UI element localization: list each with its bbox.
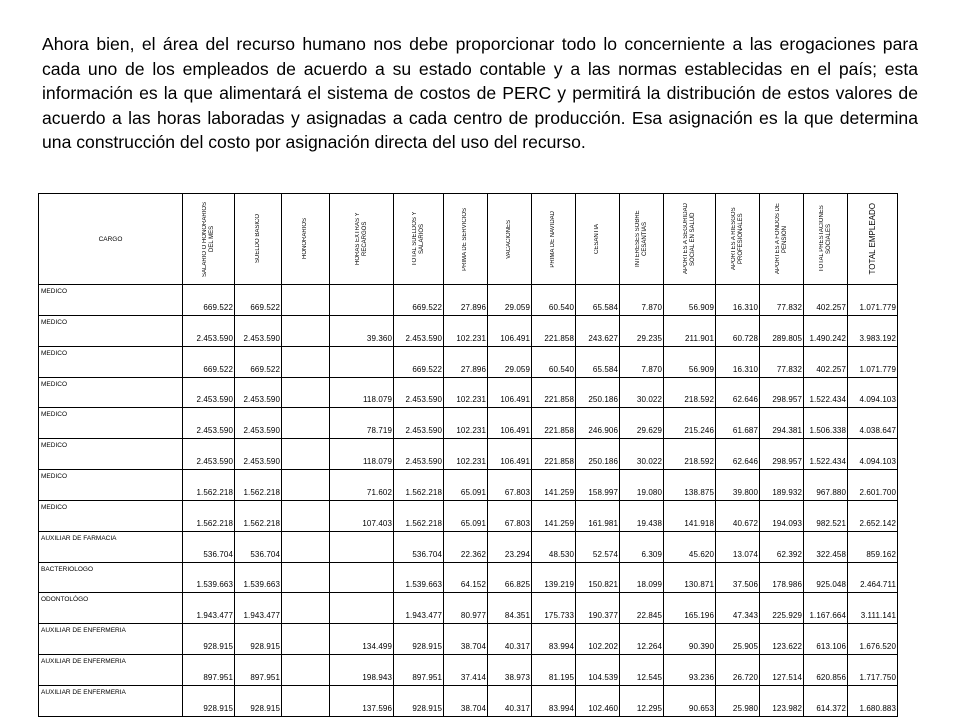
value-cell: 620.856 (804, 655, 848, 686)
value-cell: 83.994 (532, 685, 576, 716)
value-cell: 221.858 (532, 408, 576, 439)
table-row (39, 531, 898, 562)
value-cell: 2.453.590 (235, 439, 282, 470)
value-cell (282, 285, 330, 316)
cargo-cell: MEDICO (39, 470, 183, 501)
value-cell: 23.294 (488, 531, 532, 562)
value-cell: 1.562.218 (235, 470, 282, 501)
value-cell: 669.522 (394, 285, 444, 316)
value-cell: 141.259 (532, 470, 576, 501)
value-cell: 669.522 (183, 285, 235, 316)
column-header (488, 194, 532, 285)
value-cell: 1.539.663 (235, 562, 282, 593)
table-row (39, 315, 898, 346)
table-row (39, 285, 898, 316)
column-header (330, 194, 394, 285)
value-cell: 29.059 (488, 285, 532, 316)
value-cell: 18.099 (620, 562, 664, 593)
value-cell: 165.196 (664, 593, 716, 624)
value-cell: 61.687 (716, 408, 760, 439)
value-cell: 967.880 (804, 470, 848, 501)
column-header (235, 194, 282, 285)
value-cell: 669.522 (394, 346, 444, 377)
value-cell: 107.403 (330, 500, 394, 531)
value-cell: 25.905 (716, 624, 760, 655)
table-row (39, 500, 898, 531)
value-cell: 3.983.192 (848, 315, 898, 346)
value-cell: 1.717.750 (848, 655, 898, 686)
cargo-cell: MEDICO (39, 285, 183, 316)
value-cell (282, 655, 330, 686)
value-cell: 614.372 (804, 685, 848, 716)
table-row (39, 655, 898, 686)
value-cell: 62.646 (716, 439, 760, 470)
value-cell (282, 315, 330, 346)
value-cell: 218.592 (664, 439, 716, 470)
value-cell: 221.858 (532, 377, 576, 408)
value-cell: 250.186 (576, 377, 620, 408)
value-cell: 27.896 (444, 346, 488, 377)
column-header-label: TOTAL SUELDOS Y SALARIOS (411, 211, 425, 267)
value-cell (282, 685, 330, 716)
value-cell: 22.845 (620, 593, 664, 624)
value-cell: 2.453.590 (183, 377, 235, 408)
value-cell: 123.622 (760, 624, 804, 655)
value-cell (282, 593, 330, 624)
value-cell: 134.499 (330, 624, 394, 655)
cargo-cell: MEDICO (39, 500, 183, 531)
value-cell: 1.562.218 (183, 500, 235, 531)
value-cell: 65.584 (576, 285, 620, 316)
value-cell: 298.957 (760, 439, 804, 470)
value-cell: 40.672 (716, 500, 760, 531)
value-cell: 669.522 (235, 346, 282, 377)
value-cell: 198.943 (330, 655, 394, 686)
value-cell: 90.653 (664, 685, 716, 716)
value-cell: 102.231 (444, 439, 488, 470)
value-cell: 178.986 (760, 562, 804, 593)
value-cell: 39.360 (330, 315, 394, 346)
column-header-label: INTERESES SOBRE CESANTIAS (634, 210, 648, 268)
value-cell: 402.257 (804, 346, 848, 377)
value-cell: 243.627 (576, 315, 620, 346)
value-cell: 150.821 (576, 562, 620, 593)
column-header (716, 194, 760, 285)
cargo-cell: AUXILIAR DE ENFERMERIA (39, 624, 183, 655)
value-cell (282, 470, 330, 501)
value-cell: 158.997 (576, 470, 620, 501)
table-row (39, 562, 898, 593)
value-cell: 1.562.218 (394, 470, 444, 501)
column-header-label: HONORARIOS (302, 218, 308, 260)
value-cell: 2.453.590 (394, 408, 444, 439)
value-cell: 897.951 (394, 655, 444, 686)
value-cell: 40.317 (488, 685, 532, 716)
value-cell: 38.704 (444, 624, 488, 655)
value-cell: 102.231 (444, 315, 488, 346)
value-cell: 1.167.664 (804, 593, 848, 624)
column-header (848, 194, 898, 285)
value-cell: 30.022 (620, 377, 664, 408)
value-cell: 1.562.218 (183, 470, 235, 501)
employee-cost-table-container (38, 193, 898, 717)
column-header-label: TOTAL EMPLEADO (868, 203, 877, 275)
table-row (39, 346, 898, 377)
value-cell: 66.825 (488, 562, 532, 593)
value-cell: 859.162 (848, 531, 898, 562)
column-header (760, 194, 804, 285)
value-cell: 64.152 (444, 562, 488, 593)
value-cell: 84.351 (488, 593, 532, 624)
value-cell: 137.596 (330, 685, 394, 716)
value-cell: 93.236 (664, 655, 716, 686)
value-cell: 2.464.711 (848, 562, 898, 593)
cargo-cell: MEDICO (39, 346, 183, 377)
value-cell: 2.453.590 (394, 377, 444, 408)
cargo-cell: MEDICO (39, 439, 183, 470)
value-cell: 928.915 (183, 624, 235, 655)
column-header (620, 194, 664, 285)
value-cell: 56.909 (664, 346, 716, 377)
value-cell: 669.522 (183, 346, 235, 377)
cargo-cell: BACTERIOLOGO (39, 562, 183, 593)
value-cell: 2.453.590 (183, 408, 235, 439)
column-header-label: VACACIONES (506, 219, 512, 259)
value-cell: 536.704 (394, 531, 444, 562)
value-cell: 141.918 (664, 500, 716, 531)
value-cell: 102.460 (576, 685, 620, 716)
column-header-label: SALARIO O HONORARIOS DEL MES (201, 201, 215, 277)
value-cell: 925.048 (804, 562, 848, 593)
value-cell: 16.310 (716, 346, 760, 377)
value-cell: 19.438 (620, 500, 664, 531)
value-cell: 138.875 (664, 470, 716, 501)
value-cell: 56.909 (664, 285, 716, 316)
value-cell: 52.574 (576, 531, 620, 562)
value-cell: 536.704 (183, 531, 235, 562)
table-row (39, 685, 898, 716)
value-cell: 897.951 (235, 655, 282, 686)
cargo-cell: MEDICO (39, 315, 183, 346)
value-cell: 225.929 (760, 593, 804, 624)
column-header (39, 194, 183, 285)
value-cell: 536.704 (235, 531, 282, 562)
value-cell: 298.957 (760, 377, 804, 408)
column-header (804, 194, 848, 285)
value-cell: 928.915 (235, 685, 282, 716)
value-cell: 106.491 (488, 408, 532, 439)
value-cell (282, 500, 330, 531)
value-cell (282, 377, 330, 408)
value-cell: 928.915 (235, 624, 282, 655)
cargo-cell: AUXILIAR DE FARMACIA (39, 531, 183, 562)
value-cell: 26.720 (716, 655, 760, 686)
column-header (282, 194, 330, 285)
value-cell: 104.539 (576, 655, 620, 686)
value-cell: 1.562.218 (235, 500, 282, 531)
value-cell: 1.943.477 (183, 593, 235, 624)
value-cell: 294.381 (760, 408, 804, 439)
table-row (39, 624, 898, 655)
column-header-label: HORAS EXTRAS Y RECARGOS (354, 212, 368, 266)
value-cell: 1.506.338 (804, 408, 848, 439)
column-header (444, 194, 488, 285)
value-cell (282, 346, 330, 377)
value-cell: 1.490.242 (804, 315, 848, 346)
value-cell (330, 562, 394, 593)
value-cell: 29.629 (620, 408, 664, 439)
value-cell: 289.805 (760, 315, 804, 346)
value-cell: 250.186 (576, 439, 620, 470)
value-cell: 175.733 (532, 593, 576, 624)
column-header-label: SUELDO BASICO (254, 214, 261, 264)
intro-paragraph: Ahora bien, el área del recurso humano nos debe proporcionar todo lo concerniente a las erogaciones para cada uno de los empleados de acuerdo a su estado contable y a las normas establecidas en el país; esta información es la que alimentará el sistema de costos de PERC y permitirá la distribución de estos valores de acuerdo a las horas laboradas y asignadas a cada centro de producción. Esa asignación es la que determina una construcción del costo por asignación directa del uso del recurso. (42, 34, 918, 153)
value-cell: 982.521 (804, 500, 848, 531)
value-cell (282, 531, 330, 562)
value-cell: 215.246 (664, 408, 716, 439)
value-cell (282, 562, 330, 593)
value-cell: 127.514 (760, 655, 804, 686)
value-cell: 928.915 (394, 624, 444, 655)
value-cell: 78.719 (330, 408, 394, 439)
value-cell: 71.602 (330, 470, 394, 501)
value-cell: 402.257 (804, 285, 848, 316)
value-cell: 2.601.700 (848, 470, 898, 501)
value-cell: 1.562.218 (394, 500, 444, 531)
value-cell: 2.652.142 (848, 500, 898, 531)
value-cell: 118.079 (330, 377, 394, 408)
column-header (664, 194, 716, 285)
value-cell: 1.539.663 (183, 562, 235, 593)
value-cell (282, 408, 330, 439)
value-cell: 669.522 (235, 285, 282, 316)
value-cell: 27.896 (444, 285, 488, 316)
value-cell: 6.309 (620, 531, 664, 562)
value-cell: 106.491 (488, 315, 532, 346)
value-cell: 2.453.590 (235, 377, 282, 408)
value-cell: 83.994 (532, 624, 576, 655)
column-header (183, 194, 235, 285)
value-cell: 38.704 (444, 685, 488, 716)
value-cell: 65.584 (576, 346, 620, 377)
column-header-label: PRIMA DE NAVIDAD (550, 210, 556, 268)
value-cell: 48.530 (532, 531, 576, 562)
column-header-label: APORTES A FONDOS DE PENSION (774, 203, 788, 275)
table-body (39, 285, 898, 717)
value-cell: 7.870 (620, 346, 664, 377)
column-header-label: TOTAL PRESTACIONES SOCIALES (818, 205, 832, 273)
column-header-label: APORTES A RIESGOS PROFESIONALES (730, 207, 744, 271)
column-header (532, 194, 576, 285)
table-row (39, 439, 898, 470)
value-cell: 1.071.779 (848, 346, 898, 377)
value-cell: 1.522.434 (804, 439, 848, 470)
value-cell: 161.981 (576, 500, 620, 531)
cargo-cell: AUXILIAR DE ENFERMERIA (39, 685, 183, 716)
value-cell (282, 439, 330, 470)
value-cell: 189.932 (760, 470, 804, 501)
value-cell: 928.915 (183, 685, 235, 716)
value-cell: 1.680.883 (848, 685, 898, 716)
value-cell: 77.832 (760, 285, 804, 316)
value-cell: 47.343 (716, 593, 760, 624)
value-cell: 25.980 (716, 685, 760, 716)
column-header-label: CARGO (98, 235, 123, 243)
value-cell: 4.038.647 (848, 408, 898, 439)
table-row (39, 408, 898, 439)
cargo-cell: MEDICO (39, 408, 183, 439)
column-header-label: PRIMA DE SERVICIOS (462, 207, 468, 271)
column-header (576, 194, 620, 285)
value-cell: 211.901 (664, 315, 716, 346)
value-cell: 194.093 (760, 500, 804, 531)
value-cell: 1.943.477 (394, 593, 444, 624)
value-cell (330, 285, 394, 316)
value-cell: 67.803 (488, 500, 532, 531)
value-cell: 897.951 (183, 655, 235, 686)
value-cell: 16.310 (716, 285, 760, 316)
value-cell: 106.491 (488, 377, 532, 408)
value-cell: 2.453.590 (394, 439, 444, 470)
value-cell: 39.800 (716, 470, 760, 501)
value-cell: 29.059 (488, 346, 532, 377)
value-cell: 3.111.141 (848, 593, 898, 624)
value-cell: 90.390 (664, 624, 716, 655)
value-cell: 2.453.590 (183, 439, 235, 470)
value-cell: 2.453.590 (183, 315, 235, 346)
employee-cost-table (38, 193, 898, 717)
value-cell: 123.982 (760, 685, 804, 716)
cargo-cell: ODONTOLÓGO (39, 593, 183, 624)
value-cell: 60.728 (716, 315, 760, 346)
value-cell: 102.202 (576, 624, 620, 655)
column-header-label: APORTES A SEGURIDAD SOCIAL EN SALUD (682, 203, 696, 275)
value-cell: 1.676.520 (848, 624, 898, 655)
value-cell: 65.091 (444, 470, 488, 501)
value-cell: 102.231 (444, 408, 488, 439)
value-cell: 928.915 (394, 685, 444, 716)
value-cell: 12.295 (620, 685, 664, 716)
table-row (39, 377, 898, 408)
column-header (394, 194, 444, 285)
value-cell: 130.871 (664, 562, 716, 593)
value-cell: 60.540 (532, 285, 576, 316)
value-cell: 246.906 (576, 408, 620, 439)
value-cell: 29.235 (620, 315, 664, 346)
value-cell: 2.453.590 (235, 408, 282, 439)
value-cell (330, 346, 394, 377)
value-cell: 62.646 (716, 377, 760, 408)
value-cell: 30.022 (620, 439, 664, 470)
value-cell: 67.803 (488, 470, 532, 501)
value-cell: 190.377 (576, 593, 620, 624)
value-cell (282, 624, 330, 655)
table-row (39, 593, 898, 624)
value-cell (330, 531, 394, 562)
value-cell: 65.091 (444, 500, 488, 531)
value-cell: 4.094.103 (848, 439, 898, 470)
value-cell: 62.392 (760, 531, 804, 562)
cargo-cell: AUXILIAR DE ENFERMERIA (39, 655, 183, 686)
value-cell: 141.259 (532, 500, 576, 531)
cargo-cell: MEDICO (39, 377, 183, 408)
value-cell: 22.362 (444, 531, 488, 562)
value-cell: 13.074 (716, 531, 760, 562)
value-cell: 38.973 (488, 655, 532, 686)
value-cell: 613.106 (804, 624, 848, 655)
value-cell: 139.219 (532, 562, 576, 593)
value-cell (330, 593, 394, 624)
value-cell: 77.832 (760, 346, 804, 377)
value-cell: 1.539.663 (394, 562, 444, 593)
value-cell: 102.231 (444, 377, 488, 408)
value-cell: 45.620 (664, 531, 716, 562)
value-cell: 322.458 (804, 531, 848, 562)
value-cell: 118.079 (330, 439, 394, 470)
value-cell: 2.453.590 (235, 315, 282, 346)
value-cell: 12.545 (620, 655, 664, 686)
value-cell: 12.264 (620, 624, 664, 655)
value-cell: 221.858 (532, 315, 576, 346)
value-cell: 4.094.103 (848, 377, 898, 408)
table-row (39, 470, 898, 501)
value-cell: 37.414 (444, 655, 488, 686)
table-header-row (39, 194, 898, 285)
column-header-label: CESANTIA (594, 223, 600, 254)
value-cell: 1.522.434 (804, 377, 848, 408)
value-cell: 1.071.779 (848, 285, 898, 316)
value-cell: 19.080 (620, 470, 664, 501)
value-cell: 106.491 (488, 439, 532, 470)
value-cell: 81.195 (532, 655, 576, 686)
value-cell: 221.858 (532, 439, 576, 470)
value-cell: 37.506 (716, 562, 760, 593)
value-cell: 40.317 (488, 624, 532, 655)
value-cell: 80.977 (444, 593, 488, 624)
value-cell: 60.540 (532, 346, 576, 377)
value-cell: 218.592 (664, 377, 716, 408)
value-cell: 7.870 (620, 285, 664, 316)
value-cell: 2.453.590 (394, 315, 444, 346)
value-cell: 1.943.477 (235, 593, 282, 624)
